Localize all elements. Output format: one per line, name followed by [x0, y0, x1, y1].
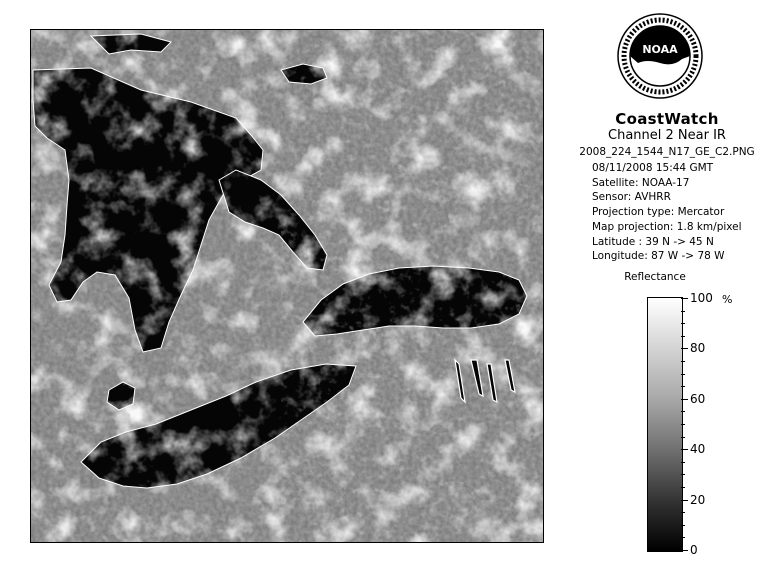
satellite-text: Satellite: NOAA-17	[592, 176, 690, 189]
colorbar-minor-tick	[681, 437, 685, 438]
colorbar-minor-tick	[681, 323, 685, 324]
file-name: 2008_224_1544_N17_GE_C2.PNG	[579, 146, 755, 158]
colorbar-minor-tick	[681, 525, 685, 526]
colorbar-minor-tick	[681, 424, 685, 425]
colorbar-minor-tick	[681, 374, 685, 375]
product-title: CoastWatch	[615, 110, 719, 128]
datetime-text: 08/11/2008 15:44 GMT	[592, 162, 714, 174]
colorbar-tick-label: 100	[690, 291, 713, 305]
colorbar-minor-tick	[681, 487, 685, 488]
colorbar-major-tick	[681, 449, 688, 450]
metadata-block	[592, 161, 742, 264]
noaa-logo	[617, 13, 703, 99]
colorbar-title: Reflectance	[624, 271, 686, 283]
channel-subtitle: Channel 2 Near IR	[608, 128, 726, 143]
colorbar-major-tick	[681, 348, 688, 349]
latitude-text: Latitude : 39 N -> 45 N	[592, 235, 714, 248]
colorbar-minor-tick	[681, 462, 685, 463]
satellite-image	[30, 29, 544, 543]
colorbar-tick-label: 40	[690, 442, 706, 457]
svg-text:NOAA: NOAA	[642, 43, 678, 56]
colorbar-tick-label: 20	[690, 492, 706, 507]
colorbar-tick-label: 60	[690, 391, 706, 406]
colorbar-minor-tick	[681, 336, 685, 337]
colorbar-minor-tick	[681, 361, 685, 362]
colorbar-minor-tick	[681, 411, 685, 412]
colorbar-unit: %	[722, 293, 733, 306]
colorbar-tick-label: 80	[690, 341, 706, 356]
reflectance-colorbar	[647, 297, 683, 552]
colorbar-minor-tick	[681, 311, 685, 312]
colorbar-major-tick	[681, 399, 688, 400]
sensor-text: Sensor: AVHRR	[592, 191, 671, 204]
colorbar-minor-tick	[681, 474, 685, 475]
colorbar-tick-label: 0	[690, 543, 698, 557]
colorbar-minor-tick	[681, 537, 685, 538]
colorbar-minor-tick	[681, 512, 685, 513]
colorbar-minor-tick	[681, 386, 685, 387]
colorbar-major-tick	[681, 298, 688, 299]
colorbar-major-tick	[681, 500, 688, 501]
longitude-text: Longitude: 87 W -> 78 W	[592, 250, 725, 263]
projection-type-text: Projection type: Mercator	[592, 206, 725, 219]
colorbar-major-tick	[681, 550, 688, 551]
map-projection-text: Map projection: 1.8 km/pixel	[592, 220, 742, 233]
